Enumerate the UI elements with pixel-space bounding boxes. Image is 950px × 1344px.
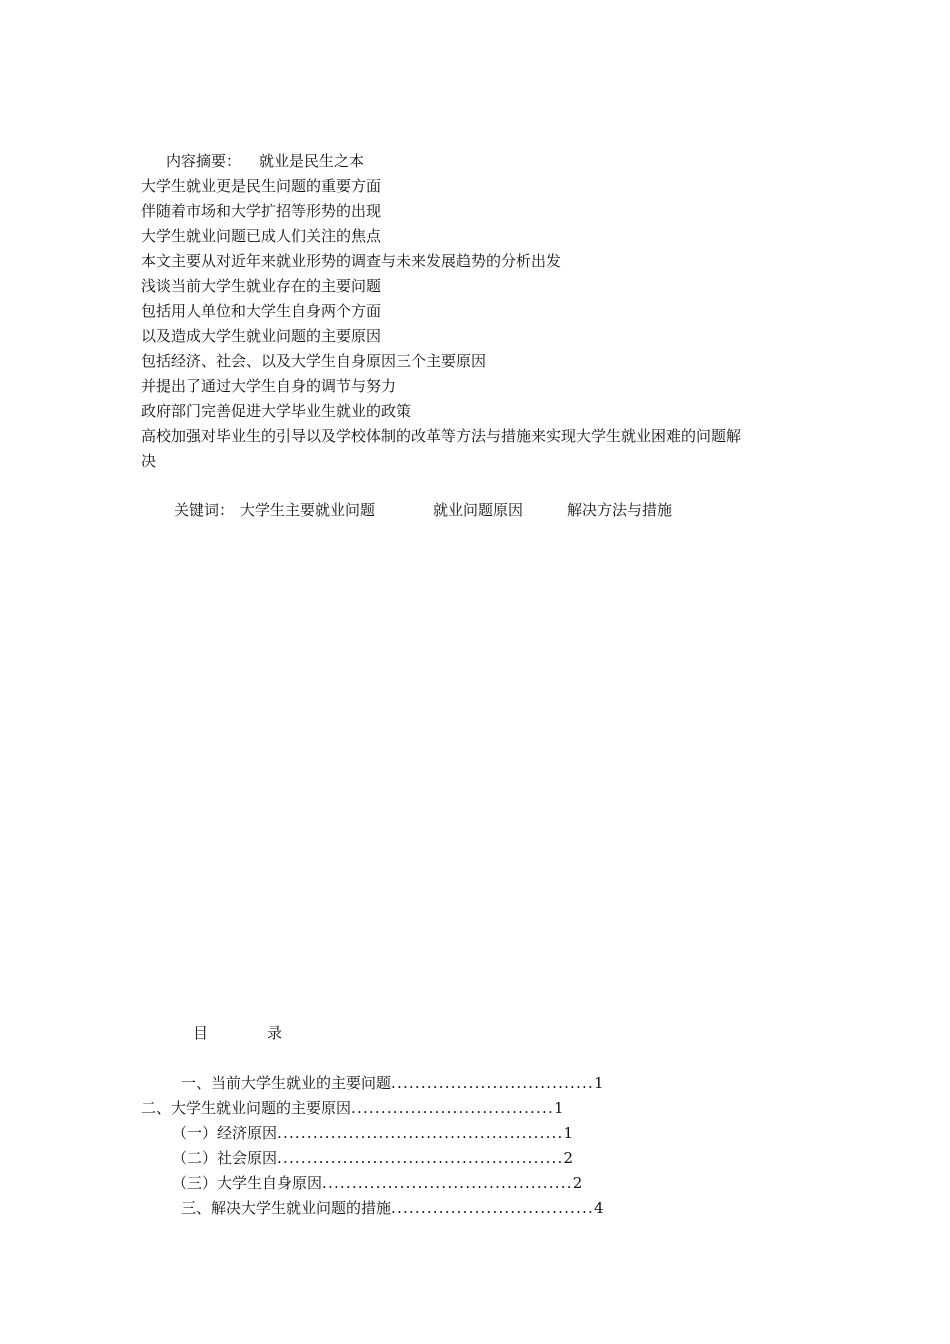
toc-page-number: 1 (563, 1124, 574, 1142)
toc-entry-text: 二、大学生就业问题的主要原因 (141, 1099, 352, 1117)
abstract-line: 浅谈当前大学生就业存在的主要问题 (141, 277, 382, 295)
toc-title-char-2: 录 (267, 1024, 283, 1042)
abstract-line: 包括用人单位和大学生自身两个方面 (141, 302, 382, 320)
abstract-line: 大学生就业问题已成人们关注的焦点 (141, 227, 382, 245)
toc-entry[interactable] (141, 1098, 563, 1118)
toc-entry[interactable] (172, 1173, 582, 1193)
abstract-line: 本文主要从对近年来就业形势的调查与未来发展趋势的分析出发 (141, 252, 562, 270)
toc-entry-text: （二）社会原因 (172, 1149, 278, 1167)
toc-page-number: 2 (563, 1149, 574, 1167)
abstract-line: 决 (141, 452, 157, 470)
toc-leader-dots: .......................................... (322, 1174, 573, 1192)
abstract-line: 高校加强对毕业生的引导以及学校体制的改革等方法与措施来实现大学生就业困难的问题解 (141, 427, 742, 445)
toc-entry[interactable] (172, 1148, 573, 1168)
toc-title-char-1: 目 (193, 1024, 209, 1042)
toc-page-number: 4 (593, 1199, 604, 1217)
toc-entry[interactable] (181, 1073, 603, 1093)
abstract-line: 政府部门完善促进大学毕业生就业的政策 (141, 402, 412, 420)
toc-page-number: 1 (553, 1099, 564, 1117)
toc-leader-dots: .................................. (391, 1074, 594, 1092)
toc-leader-dots: ................................................ (277, 1124, 564, 1142)
abstract-line: 以及造成大学生就业问题的主要原因 (141, 327, 382, 345)
abstract-heading (166, 151, 364, 171)
abstract-line: 并提出了通过大学生自身的调节与努力 (141, 377, 397, 395)
abstract-line: 包括经济、社会、以及大学生自身原因三个主要原因 (141, 352, 487, 370)
keyword-item: 就业问题原因 (433, 501, 524, 519)
toc-entry[interactable] (172, 1123, 573, 1143)
abstract-line: 伴随着市场和大学扩招等形势的出现 (141, 202, 382, 220)
toc-leader-dots: .................................. (351, 1099, 554, 1117)
keywords-label: 关键词： (174, 501, 235, 519)
toc-entry-text: （一）经济原因 (172, 1124, 278, 1142)
toc-leader-dots: .................................. (391, 1199, 594, 1217)
abstract-label: 内容摘要： (166, 152, 242, 170)
keyword-item: 大学生主要就业问题 (240, 501, 376, 519)
abstract-first-sentence: 就业是民生之本 (259, 152, 365, 170)
toc-entry[interactable] (181, 1198, 603, 1218)
toc-entry-text: 三、解决大学生就业问题的措施 (181, 1199, 392, 1217)
abstract-line: 大学生就业更是民生问题的重要方面 (141, 177, 382, 195)
toc-page-number: 1 (593, 1074, 604, 1092)
toc-entry-text: （三）大学生自身原因 (172, 1174, 323, 1192)
keyword-item: 解决方法与措施 (567, 501, 673, 519)
toc-leader-dots: ................................................ (277, 1149, 564, 1167)
toc-entry-text: 一、当前大学生就业的主要问题 (181, 1074, 392, 1092)
toc-page-number: 2 (572, 1174, 583, 1192)
